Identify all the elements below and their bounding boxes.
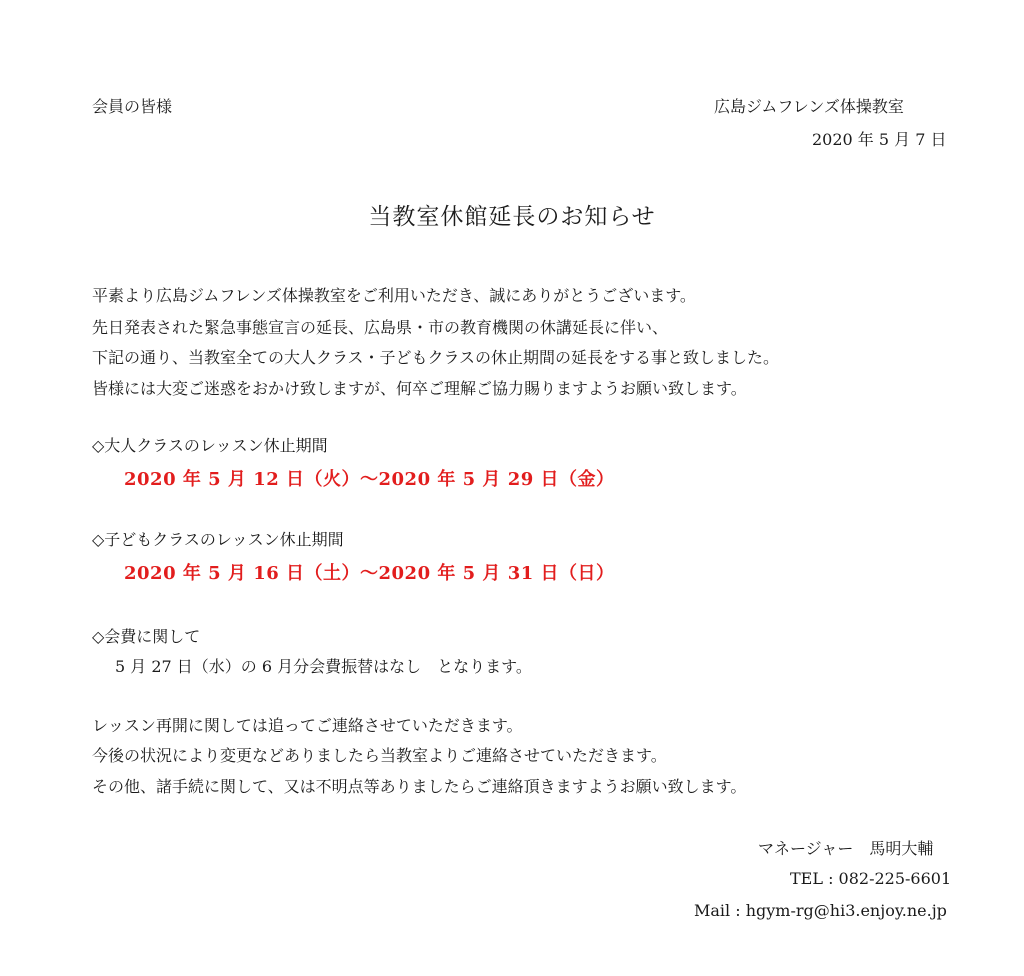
- addressee: 会員の皆様: [92, 97, 173, 116]
- adult-class-period: 2020 年 5 月 12 日（火）～2020 年 5 月 29 日（金）: [124, 469, 615, 490]
- issue-date: 2020 年 5 月 7 日: [812, 130, 947, 149]
- adult-class-heading: ◇大人クラスのレッスン休止期間: [92, 436, 328, 455]
- body-line-3: 下記の通り、当教室全ての大人クラス・子どもクラスの休止期間の延長をする事と致しました。: [92, 348, 780, 367]
- body-line-4: 皆様には大変ご迷惑をおかけ致しますが、何卒ご理解ご協力賜りますようお願い致します。: [92, 379, 747, 398]
- fee-heading: ◇会費に関して: [92, 627, 201, 646]
- signature-tel: TEL : 082-225-6601: [790, 869, 952, 888]
- closing-line-1: レッスン再開に関しては追ってご連絡させていただきます。: [92, 716, 523, 735]
- signature-manager: マネージャー 馬明大輔: [758, 839, 934, 858]
- closing-line-2: 今後の状況により変更などありましたら当教室よりご連絡させていただきます。: [92, 746, 667, 765]
- child-class-heading: ◇子どもクラスのレッスン休止期間: [92, 530, 344, 549]
- closing-line-3: その他、諸手続に関して、又は不明点等ありましたらご連絡頂きますようお願い致します。: [92, 777, 747, 796]
- document-title: 当教室休館延長のお知らせ: [368, 204, 656, 230]
- body-line-1: 平素より広島ジムフレンズ体操教室をご利用いただき、誠にありがとうございます。: [92, 286, 696, 305]
- body-line-2: 先日発表された緊急事態宣言の延長、広島県・市の教育機関の休講延長に伴い、: [92, 318, 669, 337]
- signature-mail: Mail : hgym-rg@hi3.enjoy.ne.jp: [694, 901, 947, 920]
- fee-text: 5 月 27 日（水）の 6 月分会費振替はなし となります。: [115, 657, 532, 676]
- sender-name: 広島ジムフレンズ体操教室: [714, 97, 904, 116]
- child-class-period: 2020 年 5 月 16 日（土）～2020 年 5 月 31 日（日）: [124, 563, 615, 584]
